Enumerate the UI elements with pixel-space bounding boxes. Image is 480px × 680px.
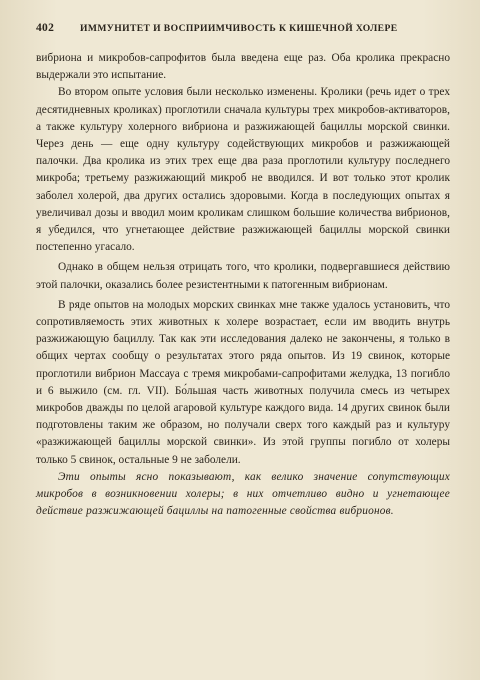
page-number: 402 [36,22,55,34]
paragraph-resistance: Однако в общем нельзя отрицать того, что кролики, подвергавшиеся действию этой палочки, оказались более резистентными к патогенным вибрионам. [36,261,450,291]
page-header [36,22,450,38]
running-title: ИММУНИТЕТ И ВОСПРИИМЧИВОСТЬ К КИШЕЧНОЙ ХОЛЕРЕ [80,23,398,34]
body-text [36,50,450,520]
paragraph-guinea-pigs: В ряде опытов на молодых морских свинках мне также удалось установить, что сопротивляемость этих животных к холере возрастает, если им вводить внутрь разжижающую бациллу. Так как эти исследования далеко не закончены, я только в общих чертах сообщу о результатах этого ряда опытов. Из 19 свинок, которые проглотили вибрион Массауа с тремя микробами-сапрофитами желудка, 13 погибло и 6 выжило (см. гл. VII). Бо́льшая часть животных получила смесь из четырех микробов дважды по целой агаровой культуре каждого вида. 14 других свинок были подготовлены таким же образом, но получали сверх того каждый раз и культуру «разжижающей бациллы морской свинки». Из этой группы погибло от холеры только 5 свинок, остальные 9 не заболели. [36,298,450,466]
paragraph-conclusion: Эти опыты ясно показывают, как велико значение сопутствующих микробов в возникновении холеры; в них отчетливо видно и угнетающее действие разжижающей бациллы на патогенные свойства вибрионов. [36,470,450,518]
paragraph-continuation: вибриона и микробов-сапрофитов была введена еще раз. Оба кролика прекрасно выдержали это испытание. [36,52,450,82]
paragraph-second-experiment: Во втором опыте условия были несколько изменены. Кролики (речь идет о трех десятидневных кроликах) проглотили сначала культуры трех микробов-активаторов, а также культуру холерного вибриона и разжижающей бациллы морской свинки. Через день — еще одну культуру содействующих микробов и разжижающей палочки. Два кролика из этих трех еще два раза проглотили культуру последнего микроба; третьему разжижающий микроб не вводился. И вот только этот кролик заболел холерой, два других остались здоровыми. Когда в последующих опытах я увеличивал дозы и вводил моим кроликам слишком большие количества вибрионов, я убедился, что угнетающее действие разжижающей бациллы морской свинки постепенно угасало. [36,86,450,254]
